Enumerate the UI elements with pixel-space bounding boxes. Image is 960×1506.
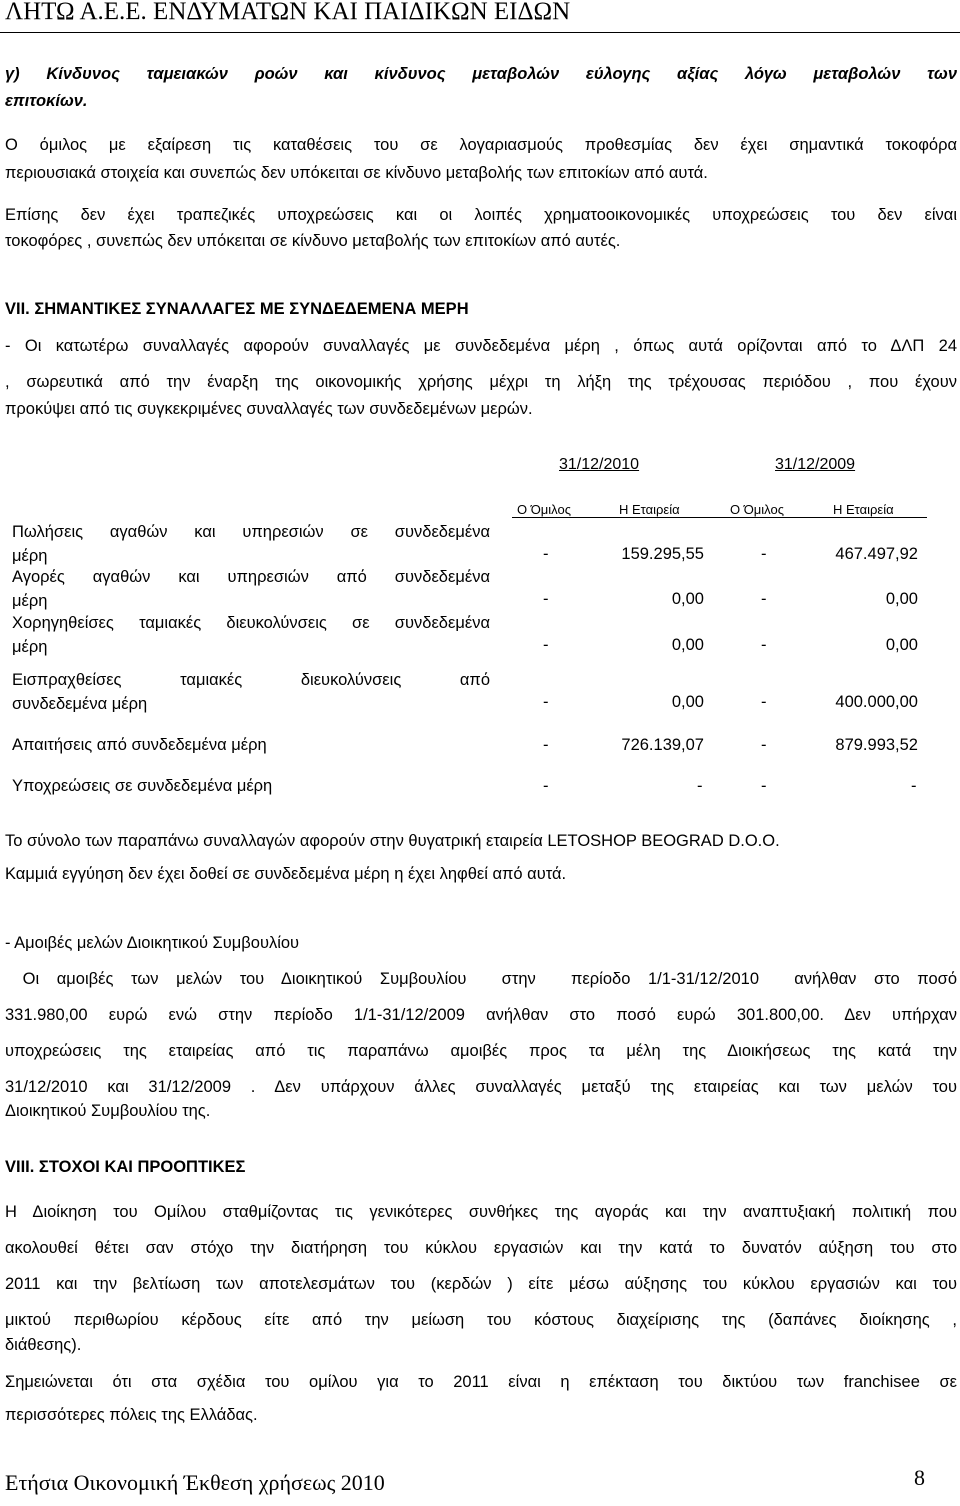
table-row-label: Υποχρεώσεις σε συνδεδεμένα μέρη (12, 777, 273, 795)
table-cell: - (543, 636, 549, 654)
table-cell: - (761, 693, 767, 711)
col-company-2009: Η Εταιρεία (833, 502, 894, 517)
table-cell: 879.993,52 (835, 736, 918, 754)
outlook-paragraph-2-cont: περισσότερες πόλεις της Ελλάδας. (5, 1406, 258, 1424)
table-cell: 400.000,00 (835, 693, 918, 711)
risk-paragraph-2-cont: τοκοφόρες , συνεπώς δεν υπόκειται σε κίνδυνο μεταβολής των επιτοκίων από αυτές. (5, 232, 621, 250)
board-fees-heading: - Αμοιβές μελών Διοικητικού Συμβουλίου (5, 934, 300, 952)
col-group-2009: Ο Όμιλος (730, 502, 784, 517)
table-cell: - (761, 590, 767, 608)
guarantee-note: Καμμιά εγγύηση δεν έχει δοθεί σε συνδεδεμένα μέρη η έχει ληφθεί από αυτά. (5, 865, 567, 883)
table-cell: - (761, 545, 767, 563)
col-company-2010: Η Εταιρεία (619, 502, 680, 517)
risk-paragraph-1-cont: περιουσιακά στοιχεία και συνεπώς δεν υπόκειται σε κίνδυνο μεταβολής των επιτοκίων από αυτά. (5, 164, 708, 182)
table-cell: - (761, 777, 767, 795)
page-number: 8 (914, 1465, 925, 1490)
footer-text: Ετήσια Οικονομική Έκθεση χρήσεως 2010 (5, 1470, 385, 1495)
table-cell: - (543, 590, 549, 608)
table-row-label: Χορηγηθείσες ταμιακές διευκολύνσεις σε συνδεδεμένα μέρη (12, 614, 490, 656)
risk-heading: γ) Κίνδυνος ταμειακών ροών και κίνδυνος μεταβολών εύλογης αξίας λόγω μεταβολών των (5, 65, 957, 83)
risk-paragraph-2: Επίσης δεν έχει τραπεζικές υποχρεώσεις και οι λοιπές χρηματοοικονομικές υποχρεώσεις του δεν είναι (5, 206, 957, 224)
table-row-label: Πωλήσεις αγαθών και υπηρεσιών σε συνδεδεμένα μέρη (12, 523, 490, 565)
table-cell: 0,00 (671, 693, 704, 711)
table-cell: - (543, 736, 549, 754)
table-cell: 0,00 (885, 590, 918, 608)
table-cell: 0,00 (885, 636, 918, 654)
header-rule (0, 32, 960, 33)
board-fees-paragraph-cont: Διοικητικού Συμβουλίου της. (5, 1102, 211, 1120)
related-intro: - Οι κατωτέρω συναλλαγές αφορούν συναλλαγές με συνδεδεμένα μέρη , όπως αυτά ορίζονται από το ΔΛΠ 24 , σωρευτικά από την έναρξη της οικονομικής χρήσης μέχρι τη λήξη της τρέχουσας περιόδου , που έχουν (5, 337, 957, 391)
table-row-label: Εισπραχθείσες ταμιακές διευκολύνσεις από συνδεδεμένα μέρη (12, 671, 490, 713)
col-group-2010: Ο Όμιλος (517, 502, 571, 517)
table-cell: 0,00 (671, 636, 704, 654)
outlook-heading: VIII. ΣΤΟΧΟΙ ΚΑΙ ΠΡΟΟΠΤΙΚΕΣ (5, 1158, 246, 1176)
risk-heading-cont: επιτοκίων. (5, 92, 88, 110)
table-cell: 0,00 (671, 590, 704, 608)
risk-paragraph-1: Ο όμιλος με εξαίρεση τις καταθέσεις του σε λογαριασμούς προθεσμίας δεν έχει σημαντικά τοκοφόρα (5, 136, 957, 154)
table-row-label: Απαιτήσεις από συνδεδεμένα μέρη (12, 736, 267, 754)
year-2010-header: 31/12/2010 (559, 456, 640, 473)
table-cell: 467.497,92 (835, 545, 918, 563)
related-parties-heading: VII. ΣΗΜΑΝΤΙΚΕΣ ΣΥΝΑΛΛΑΓΕΣ ΜΕ ΣΥΝΔΕΔΕΜΕΝΑ ΜΕΡΗ (5, 300, 469, 318)
year-2009-header: 31/12/2009 (775, 456, 856, 473)
related-intro-cont: προκύψει από τις συγκεκριμένες συναλλαγές των συνδεδεμένων μερών. (5, 400, 533, 418)
table-cell: 159.295,55 (621, 545, 704, 563)
table-row-label: Αγορές αγαθών και υπηρεσιών από συνδεδεμένα μέρη (12, 568, 490, 610)
table-cell: 726.139,07 (621, 736, 704, 754)
table-cell: - (543, 693, 549, 711)
table-cell: - (761, 636, 767, 654)
table-cell: - (911, 777, 917, 795)
outlook-paragraph-1-cont: διάθεσης). (5, 1336, 82, 1354)
board-fees-paragraph: Οι αμοιβές των μελών του Διοικητικού Συμβουλίου στην περίοδο 1/1-31/12/2010 ανήλθαν στο ποσό 331.980,00 ευρώ ενώ στην περίοδο 1/1-31/12/2009 ανήλθαν στο ποσό ευρώ 301.800,00. Δεν υπήρχαν υποχρεώσεις της εταιρείας από τις παραπάνω αμοιβές προς τα μέλη της Διοικήσεως της κατά την 31/12/2010 και 31/12/2009 . Δεν υπάρχουν άλλες συναλλαγές μεταξύ της εταιρείας και των μελών του (5, 970, 957, 1096)
column-header-rule (512, 517, 927, 518)
table-cell: - (543, 777, 549, 795)
table-cell: - (697, 777, 703, 795)
table-cell: - (761, 736, 767, 754)
subsidiary-note: Το σύνολο των παραπάνω συναλλαγών αφορούν στην θυγατρική εταιρεία LETOSHOP BEOGRAD D.O.O. (5, 832, 780, 850)
outlook-paragraph-1: Η Διοίκηση του Ομίλου σταθμίζοντας τις γενικότερες συνθήκες της αγοράς και την αναπτυξιακή πολιτική που ακολουθεί θέτει σαν στόχο την διατήρηση του κύκλου εργασιών και την κατά το δυνατόν αύξηση του στο 2011 και την βελτίωση των αποτελεσμάτων του (κερδών ) είτε μέσω αύξησης του κύκλου εργασιών και του μικτού περιθωρίου κέρδους είτε από την μείωση του κόστους διαχείρισης της (δαπάνες διοίκησης , (5, 1203, 957, 1329)
table-cell: - (543, 545, 549, 563)
document-header: ΛΗΤΩ Α.Ε.Ε. ΕΝΔΥΜΑΤΩΝ ΚΑΙ ΠΑΙΔΙΚΩΝ ΕΙΔΩΝ (5, 0, 571, 25)
outlook-paragraph-2: Σημειώνεται ότι στα σχέδια του ομίλου για το 2011 είναι η επέκταση του δικτύου των franchisee σε (5, 1373, 957, 1391)
